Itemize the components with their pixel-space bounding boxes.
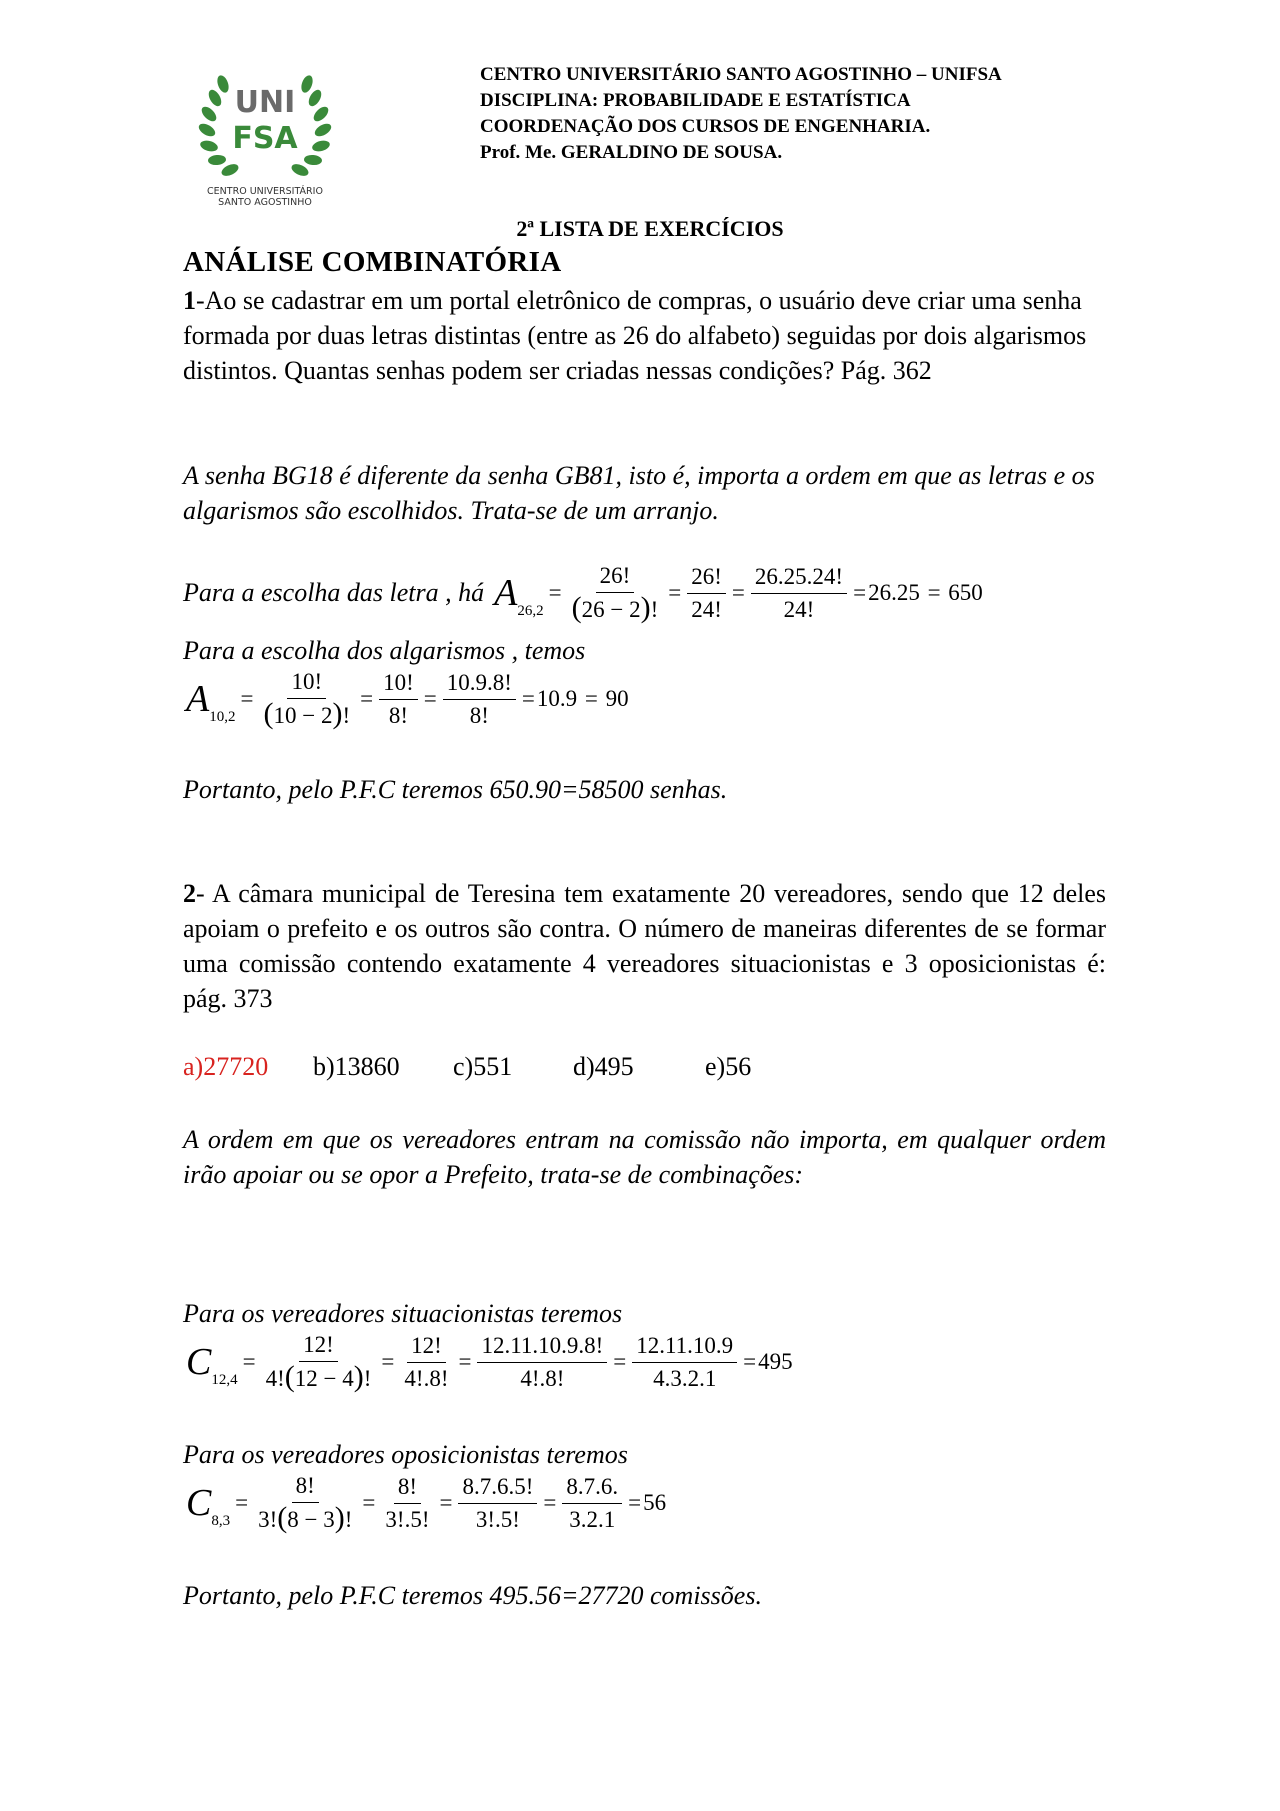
question-2 [183,876,1106,1016]
f3-den-4: 4.3.2.1 [653,1365,717,1391]
f4-den-3: 3!.5! [475,1506,520,1532]
digits-line [186,668,629,730]
f2-den-2: 8! [388,702,409,728]
question-2-text: - A câmara municipal de Teresina tem exatamente 20 vereadores, sendo que 12 deles apoiam o prefeito e os outros são contra. O número de maneiras diferentes de se formar uma comissão contendo exatamente 4 vereadores situacionistas e 3 oposicionistas é: pág. 373 [183,879,1106,1013]
f4-num-1: 8! [292,1472,319,1503]
f3-final: 495 [758,1349,793,1374]
f4-sub: 8,3 [211,1513,231,1529]
formula-combination-situacionistas: C 12,4 = $\frac{12!}{4!(12 - 4)!}$ = $\frac{12!}{4!.8!}$ = $\frac{12.11.10.9.8!}{4!.8!}$ = $\frac{12.11.10.9}{4.3.2.1}$ = 495 [186,1332,793,1393]
formula-combination-oposicionistas: C 8,3 = $\frac{8!}{3!(8 - 3)!}$ = $\frac{8!}{3!.5!}$ = $\frac{8.7.6.5!}{3!.5!}$ = $\frac{8.7.6.}{3.2.1}$ = 56 [186,1473,667,1534]
question-2-explanation: A ordem em que os vereadores entram na comissão não importa, em qualquer ordem irão apoiar ou se opor a Prefeito, trata-se de combinações: [183,1125,1106,1189]
f2-den-1b: 2 [320,703,333,728]
situacionistas-label: Para os vereadores situacionistas teremos [183,1299,623,1328]
f3-var: C [186,1341,212,1383]
f3-den-3: 4!.8! [520,1365,565,1391]
f2-final: 90 [605,686,629,711]
formula-arrangement-letters: A 26,2 = $\frac{26!}{(26 - 2)!}$ = $\frac{26!}{24!}$ = $\frac{26.25.24!}{24!}$ = 26.25 = 650 [494,563,983,624]
f1-var: A [494,572,518,614]
question-2-number: 2 [183,879,196,908]
list-title: 2ª LISTA DE EXERCÍCIOS [516,216,784,241]
f2-num-2: 10! [379,669,418,700]
logo-bottom-text: FSA [232,121,298,156]
f1-den-1a: 26 [581,597,605,622]
oposicionistas-label: Para os vereadores oposicionistas teremos [183,1440,628,1469]
f4-den-1k: 3! [258,1507,278,1532]
f3-den-1k: 4! [265,1366,285,1391]
header-line-3: COORDENAÇÃO DOS CURSOS DE ENGENHARIA. [480,116,931,137]
f2-var: A [186,678,210,720]
situacionistas-line [186,1331,793,1393]
option-c: c)551 [453,1052,513,1081]
f3-sub: 12,4 [211,1372,238,1388]
f4-den-1a: 8 [287,1507,299,1532]
f1-final: 650 [948,580,983,605]
option-d: d)495 [573,1052,634,1081]
f2-den-1a: 10 [273,703,297,728]
letters-label: Para a escolha das letra , há [183,578,485,607]
f4-final: 56 [643,1490,667,1515]
oposicionistas-line [186,1472,666,1534]
f2-sub: 10,2 [209,709,236,725]
header-line-2: DISCIPLINA: PROBABILIDADE E ESTATÍSTICA [480,90,911,111]
question-1-conclusion: Portanto, pelo P.F.C teremos 650.90=58500 senhas. [183,775,728,804]
header-line-4: Prof. Me. GERALDINO DE SOUSA. [480,142,783,163]
f3-num-4: 12.11.10.9 [632,1332,737,1363]
section-title: ANÁLISE COMBINATÓRIA [183,246,562,278]
f4-den-1b: 3 [323,1507,335,1532]
question-1-text: -Ao se cadastrar em um portal eletrônico de compras, o usuário deve criar uma senha formada por duas letras distintas (entre as 26 do alfabeto) seguidas por dois algarismos distintos. Quantas senhas podem ser criadas nessas condições? Pág. 362 [183,286,1087,385]
f3-den-1a: 12 [294,1366,318,1391]
option-e: e)56 [705,1052,752,1081]
f2-num-3: 10.9.8! [443,669,516,700]
letters-line [183,562,983,624]
f2-num-1: 10! [287,668,326,699]
f3-den-2: 4!.8! [404,1365,449,1391]
unifsa-logo [175,62,355,212]
f3-num-3: 12.11.10.9.8! [477,1332,607,1363]
f4-var: C [186,1482,212,1524]
logo-top-text: UNI [234,85,296,120]
option-b: b)13860 [313,1052,400,1081]
f1-num-2: 26! [687,563,726,594]
f4-num-3: 8.7.6.5! [458,1473,537,1504]
header-line-1: CENTRO UNIVERSITÁRIO SANTO AGOSTINHO – UNIFSA [480,64,1002,85]
f1-num-3: 26.25.24! [751,563,847,594]
f4-den-4: 3.2.1 [569,1506,616,1532]
digits-label: Para a escolha dos algarismos , temos [183,636,586,665]
question-1-number: 1 [183,286,196,315]
question-1-explanation: A senha BG18 é diferente da senha GB81, isto é, importa a ordem em que as letras e os algarismos são escolhidos. Trata-se de um arranjo. [183,461,1095,525]
f4-den-2: 3!.5! [385,1506,430,1532]
question-2-conclusion: Portanto, pelo P.F.C teremos 495.56=27720 comissões. [183,1581,762,1610]
f3-num-2: 12! [407,1332,446,1363]
f3-num-1: 12! [299,1331,338,1362]
logo-caption-1: CENTRO UNIVERSITÁRIO [207,186,323,197]
f1-den-3: 24! [783,596,815,622]
f1-result: 26.25 [868,580,920,605]
f1-den-2: 24! [691,596,722,622]
f2-result: 10.9 [536,686,578,711]
f2-den-3: 8! [469,702,489,728]
question-1 [183,283,1106,388]
formula-arrangement-digits: A 10,2 = $\frac{10!}{(10 - 2)!}$ = $\frac{10!}{8!}$ = $\frac{10.9.8!}{8!}$ = 10.9 = 90 [186,669,629,730]
f1-num-1: 26! [596,562,635,593]
logo-caption-2: SANTO AGOSTINHO [218,197,312,208]
f1-den-1b: 2 [629,597,641,622]
f1-sub: 26,2 [517,603,544,619]
f4-num-4: 8.7.6. [562,1473,622,1504]
f4-num-2: 8! [394,1473,421,1504]
f3-den-1b: 4 [342,1366,354,1391]
institution-header [480,62,1002,166]
option-a: a)27720 [183,1052,269,1081]
